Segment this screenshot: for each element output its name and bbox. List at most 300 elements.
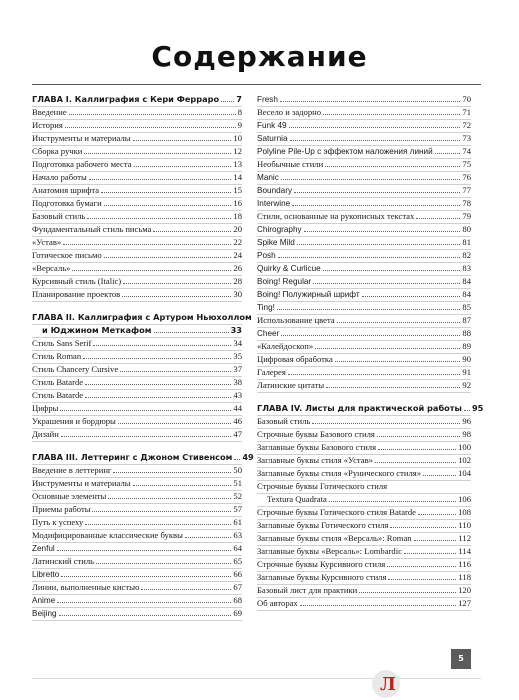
toc-entry — [32, 224, 242, 237]
toc-page-number: 14 — [233, 172, 242, 182]
toc-page-number: 84 — [462, 289, 471, 299]
toc-entry-title: Стиль Batarde — [32, 390, 84, 400]
toc-entry — [32, 364, 242, 377]
toc-entry-title: Funk 49 — [257, 121, 287, 130]
toc-entry — [257, 494, 471, 507]
toc-page-number: 46 — [233, 416, 242, 426]
toc-page-number: 24 — [233, 250, 242, 260]
toc-page-number: 120 — [458, 585, 471, 595]
toc-entry-title: Модифицированные классические буквы — [32, 530, 183, 540]
toc-entry-title: Anime — [32, 596, 56, 605]
toc-page-number: 34 — [233, 338, 242, 348]
toc-page-number: 13 — [233, 159, 242, 169]
toc-page-number: 89 — [462, 341, 471, 351]
toc-page-number: 50 — [233, 465, 242, 475]
toc-chapter-entry — [32, 312, 252, 325]
toc-page-number: 64 — [233, 543, 242, 553]
toc-entry-title: Дизайн — [32, 429, 59, 439]
toc-entry-title: Подготовка бумаги — [32, 198, 102, 208]
toc-entry-title: Chirography — [257, 225, 302, 234]
toc-page-number: 83 — [462, 263, 471, 273]
toc-page-number: 106 — [458, 494, 471, 504]
toc-entry — [257, 94, 471, 107]
toc-entry-title: Стиль Batarde — [32, 377, 84, 387]
toc-entry-title: «Калейдоскоп» — [257, 341, 314, 351]
toc-page-number: 8 — [237, 107, 242, 117]
toc-page-number: 81 — [462, 237, 471, 247]
toc-entry-title: и Юджином Меткафом — [42, 325, 152, 335]
toc-page-number: 82 — [462, 250, 471, 260]
toc-entry — [257, 120, 471, 133]
toc-entry-title: Приемы работы — [32, 504, 91, 514]
toc-page-number: 110 — [458, 520, 471, 530]
toc-page-number: 10 — [233, 133, 242, 143]
toc-entry — [257, 211, 471, 224]
bottom-divider — [32, 678, 481, 679]
toc-page-number: 76 — [462, 172, 471, 182]
dot-leader — [113, 465, 231, 473]
toc-page-number: 91 — [462, 367, 471, 377]
toc-page-number: 114 — [458, 546, 471, 556]
toc-entry-title: Polyline Pile-Up с эффектом наложения линий — [257, 147, 433, 156]
toc-entry-title: Ting! — [257, 303, 275, 312]
toc-entry-title: Курсивный стиль (Italic) — [32, 276, 122, 286]
toc-entry-title: Начало работы — [32, 172, 87, 182]
toc-entry — [257, 198, 471, 211]
dot-leader — [59, 608, 232, 616]
toc-entry — [32, 276, 242, 289]
toc-entry — [257, 354, 471, 367]
toc-page-number: 65 — [233, 556, 242, 566]
dot-leader — [185, 530, 232, 538]
toc-entry-title: Стиль Chancery Cursive — [32, 364, 119, 374]
toc-entry — [257, 481, 471, 494]
dot-leader — [313, 276, 460, 284]
toc-entry-title: Цифровая обработка — [257, 354, 333, 364]
toc-entry-title: Введение в леттеринг — [32, 465, 112, 475]
toc-entry — [32, 595, 242, 608]
dot-leader — [57, 595, 231, 603]
toc-entry — [257, 468, 471, 481]
toc-page-number: 98 — [462, 429, 471, 439]
toc-entry-title: Галерея — [257, 367, 286, 377]
dot-leader — [280, 94, 460, 102]
toc-entry-title: Beijing — [32, 609, 57, 618]
toc-entry — [32, 237, 242, 250]
toc-chapter-entry — [32, 452, 254, 465]
toc-entry — [32, 543, 242, 556]
toc-entry-title: Введение — [32, 107, 67, 117]
toc-page-number: 66 — [233, 569, 242, 579]
toc-chapter-entry — [257, 403, 484, 416]
toc-entry-title: ГЛАВА III. Леттеринг с Джоном Стивенсом — [32, 452, 233, 462]
toc-page-number: 37 — [233, 364, 242, 374]
toc-page-number: 7 — [236, 94, 242, 104]
dot-leader — [65, 120, 236, 128]
toc-page-number: 92 — [462, 380, 471, 390]
dot-leader — [61, 429, 232, 437]
toc-page-number: 80 — [462, 224, 471, 234]
toc-page-number: 87 — [462, 315, 471, 325]
dot-leader — [104, 198, 232, 206]
toc-entry — [257, 146, 471, 159]
toc-entry-title: Boing! Полужирный шрифт — [257, 290, 360, 299]
dot-leader — [153, 224, 231, 232]
toc-entry-title: Использование цвета — [257, 315, 335, 325]
toc-entry-title: Interwine — [257, 199, 291, 208]
toc-entry-title: Заглавные буквы стиля «Рунического стиля» — [257, 468, 421, 478]
dot-leader — [325, 159, 460, 167]
toc-entry — [32, 416, 242, 429]
dot-leader — [435, 146, 461, 154]
toc-entry-title: Латинские цитаты — [257, 380, 325, 390]
dot-leader — [63, 237, 231, 245]
dot-leader — [414, 533, 457, 541]
toc-page-number: 118 — [458, 572, 471, 582]
toc-entry-title: Boundary — [257, 186, 293, 195]
dot-leader — [85, 377, 231, 385]
toc-entry — [257, 328, 471, 341]
dot-leader — [288, 367, 461, 375]
toc-entry-title: Цифры — [32, 403, 59, 413]
dot-leader — [72, 263, 231, 271]
toc-page-number: 108 — [458, 507, 471, 517]
toc-page-number: 100 — [458, 442, 471, 452]
toc-entry — [257, 416, 471, 429]
toc-entry-title: Украшения и бордюры — [32, 416, 116, 426]
toc-page-number: 57 — [233, 504, 242, 514]
toc-page-number: 20 — [233, 224, 242, 234]
dot-leader — [404, 546, 457, 554]
toc-entry — [32, 146, 242, 159]
dot-leader — [122, 289, 231, 297]
dot-leader — [323, 263, 461, 271]
toc-entry — [32, 351, 242, 364]
toc-entry — [32, 289, 242, 302]
dot-leader — [84, 146, 231, 154]
dot-leader — [418, 507, 456, 515]
dot-leader — [85, 517, 231, 525]
dot-leader — [61, 569, 231, 577]
toc-page-number: 72 — [462, 120, 471, 130]
toc-page-number: 68 — [233, 595, 242, 605]
dot-leader — [312, 416, 460, 424]
toc-entry-title: ГЛАВА IV. Листы для практической работы — [257, 403, 462, 413]
toc-entry — [32, 338, 242, 351]
toc-page-number: 15 — [233, 185, 242, 195]
toc-page-number: 116 — [458, 559, 471, 569]
toc-page-number: 85 — [462, 302, 471, 312]
toc-page-number: 78 — [462, 198, 471, 208]
dot-leader — [104, 250, 232, 258]
toc-entry-title: Manic — [257, 173, 279, 182]
toc-entry — [32, 465, 242, 478]
toc-entry — [32, 377, 242, 390]
toc-entry — [257, 224, 471, 237]
toc-entry — [257, 520, 471, 533]
toc-entry — [257, 250, 471, 263]
toc-page-number: 43 — [233, 390, 242, 400]
toc-entry-title: Инструменты и материалы — [32, 478, 131, 488]
toc-page-number: 71 — [462, 107, 471, 117]
toc-entry-title: Заглавные буквы Базового стиля — [257, 442, 377, 452]
toc-entry — [257, 585, 471, 598]
toc-entry — [257, 559, 471, 572]
toc-entry-title: Стили, основанные на рукописных текстах — [257, 211, 415, 221]
toc-page-number: 18 — [233, 211, 242, 221]
toc-entry — [257, 533, 471, 546]
toc-entry-title: Заглавные буквы стиля «Версаль»: Roman — [257, 533, 412, 543]
toc-entry — [257, 302, 471, 315]
toc-entry-title: Строчные буквы Готического стиля Batarde — [257, 507, 416, 517]
toc-entry — [32, 172, 242, 185]
toc-entry-title: Инструменты и материалы — [32, 133, 131, 143]
toc-entry-title: Заглавные буквы Готического стиля — [257, 520, 389, 530]
toc-entry-title: «Устав» — [32, 237, 62, 247]
toc-page-number: 30 — [233, 289, 242, 299]
dot-leader — [326, 380, 460, 388]
dot-leader — [281, 328, 460, 336]
toc-entry-title: Boing! Regular — [257, 277, 312, 286]
toc-entry-title: Планирование проектов — [32, 289, 121, 299]
dot-leader — [359, 585, 456, 593]
page-number: 5 — [451, 649, 471, 669]
toc-entry-title: Стиль Sans Serif — [32, 338, 92, 348]
toc-entry-title: Путь к успеху — [32, 517, 84, 527]
dot-leader — [134, 159, 232, 167]
toc-page-number: 69 — [233, 608, 242, 618]
toc-page-number: 75 — [462, 159, 471, 169]
dot-leader — [375, 455, 456, 463]
dot-leader — [289, 120, 461, 128]
dot-leader — [300, 598, 456, 606]
dot-leader — [234, 452, 240, 460]
toc-entry-title: Линии, выполненные кистью — [32, 582, 140, 592]
dot-leader — [85, 390, 231, 398]
toc-entry — [32, 569, 242, 582]
toc-page-number: 88 — [462, 328, 471, 338]
toc-entry — [257, 172, 471, 185]
toc-entry — [32, 211, 242, 224]
dot-leader — [83, 351, 231, 359]
dot-leader — [292, 198, 460, 206]
toc-page-number: 96 — [462, 416, 471, 426]
toc-entry-title: Posh — [257, 251, 276, 260]
toc-entry — [32, 263, 242, 276]
toc-entry — [32, 120, 242, 133]
toc-page-number: 63 — [233, 530, 242, 540]
toc-column-left — [32, 94, 254, 621]
toc-entry — [257, 442, 471, 455]
toc-chapter-entry — [32, 94, 242, 107]
dot-leader — [362, 289, 461, 297]
toc-entry-title: Стиль Roman — [32, 351, 82, 361]
toc-entry — [257, 367, 471, 380]
toc-entry-title: Zenful — [32, 544, 55, 553]
dot-leader — [89, 172, 232, 180]
toc-entry — [32, 582, 242, 595]
toc-entry-title: История — [32, 120, 63, 130]
toc-entry — [257, 341, 471, 354]
dot-leader — [387, 559, 456, 567]
dot-leader — [377, 429, 461, 437]
dot-leader — [141, 582, 231, 590]
dot-leader — [60, 403, 231, 411]
toc-entry — [257, 546, 471, 559]
toc-chapter-entry — [32, 325, 242, 338]
page-title: Содержание — [151, 40, 368, 73]
toc-entry — [257, 598, 471, 611]
toc-entry — [32, 478, 242, 491]
toc-entry — [32, 517, 242, 530]
toc-page-number: 52 — [233, 491, 242, 501]
toc-page-number: 79 — [462, 211, 471, 221]
toc-entry-title: Базовый стиль — [257, 416, 311, 426]
toc-page-number: 44 — [233, 403, 242, 413]
dot-leader — [120, 364, 231, 372]
toc-page-number: 84 — [462, 276, 471, 286]
toc-page-number: 70 — [462, 94, 471, 104]
dot-leader — [57, 543, 232, 551]
dot-leader — [294, 185, 460, 193]
toc-entry-title: Подготовка рабочего места — [32, 159, 132, 169]
dot-leader — [297, 237, 461, 245]
toc-page-number: 127 — [458, 598, 471, 608]
toc-entry — [32, 429, 242, 442]
dot-leader — [221, 94, 234, 102]
toc-entry-title: Fresh — [257, 95, 278, 104]
toc-entry-title: Сборка ручки — [32, 146, 83, 156]
toc-entry — [32, 403, 242, 416]
toc-entry — [257, 107, 471, 120]
toc-entry — [257, 429, 471, 442]
toc-entry-title: ГЛАВА I. Каллиграфия с Кери Ферраро — [32, 94, 220, 104]
toc-page-number: 9 — [237, 120, 242, 130]
dot-leader — [123, 276, 231, 284]
dot-leader — [69, 107, 236, 115]
toc-entry — [257, 185, 471, 198]
toc-entry — [32, 250, 242, 263]
toc-entry — [32, 390, 242, 403]
dot-leader — [108, 491, 231, 499]
toc-page-number: 67 — [233, 582, 242, 592]
toc-page-number: 51 — [233, 478, 242, 488]
dot-leader — [323, 107, 460, 115]
toc-entry-title: Основные элементы — [32, 491, 107, 501]
toc-entry — [32, 185, 242, 198]
toc-entry-title: Строчные буквы Курсивного стиля — [257, 559, 386, 569]
toc-entry-title: Строчные буквы Базового стиля — [257, 429, 375, 439]
toc-entry — [257, 507, 471, 520]
toc-page-number: 74 — [462, 146, 471, 156]
toc-entry-title: Базовый стиль — [32, 211, 86, 221]
toc-entry — [32, 159, 242, 172]
toc-entry — [32, 608, 242, 621]
toc-page-number: 102 — [458, 455, 471, 465]
dot-leader — [92, 504, 231, 512]
dot-leader — [304, 224, 461, 232]
dot-leader — [337, 315, 461, 323]
toc-entry-title: Quirky & Curlicue — [257, 264, 321, 273]
toc-entry — [257, 133, 471, 146]
toc-page-number: 104 — [458, 468, 471, 478]
toc-entry-title: Строчные буквы Готического стиля — [257, 481, 388, 491]
toc-entry — [257, 380, 471, 393]
toc-page-number: 35 — [233, 351, 242, 361]
toc-page-number: 73 — [462, 133, 471, 143]
dot-leader — [277, 302, 461, 310]
toc-entry-title: Готическое письмо — [32, 250, 102, 260]
toc-entry — [257, 315, 471, 328]
dot-leader — [278, 250, 461, 258]
toc-page-number: 16 — [233, 198, 242, 208]
toc-entry-title: Cheer — [257, 329, 280, 338]
toc-entry-title: Textura Quadrata — [267, 494, 327, 504]
toc-page-number: 33 — [230, 325, 242, 335]
dot-leader — [388, 572, 456, 580]
toc-entry-title: Анатомия шрифта — [32, 185, 100, 195]
dot-leader — [118, 416, 232, 424]
toc-page-number: 22 — [233, 237, 242, 247]
toc-page-number: 61 — [233, 517, 242, 527]
dot-leader — [290, 133, 461, 141]
toc-entry-title: Spike Mild — [257, 238, 295, 247]
toc-entry — [32, 107, 242, 120]
dot-leader — [390, 520, 456, 528]
toc-entry — [257, 455, 471, 468]
toc-page-number: 38 — [233, 377, 242, 387]
toc-page-number: 95 — [471, 403, 484, 413]
toc-page-number: 26 — [233, 263, 242, 273]
toc-entry — [32, 133, 242, 146]
toc-entry-title: ГЛАВА II. Каллиграфия с Артуром Ньюхоллом — [32, 312, 252, 322]
toc-entry — [32, 198, 242, 211]
toc-entry — [257, 237, 471, 250]
dot-leader — [423, 468, 456, 476]
dot-leader — [315, 341, 460, 349]
dot-leader — [96, 556, 231, 564]
toc-entry-title: Об авторах — [257, 598, 298, 608]
dot-leader — [87, 211, 231, 219]
dot-leader — [93, 338, 231, 346]
toc-entry-title: Заглавные буквы стиля «Устав» — [257, 455, 373, 465]
toc-entry — [257, 263, 471, 276]
toc-entry-title: Заглавные буквы Курсивного стиля — [257, 572, 387, 582]
section-gap — [32, 442, 242, 452]
toc-page-number: 47 — [233, 429, 242, 439]
toc-entry — [257, 159, 471, 172]
toc-entry — [257, 289, 471, 302]
section-gap — [32, 302, 242, 312]
toc-entry-title: Базовый лист для практики — [257, 585, 358, 595]
toc-entry — [32, 530, 242, 543]
toc-entry — [32, 504, 242, 517]
dot-leader — [416, 211, 460, 219]
dot-leader — [329, 494, 456, 502]
toc-page-number: 112 — [458, 533, 471, 543]
section-gap — [257, 393, 471, 403]
dot-leader — [154, 325, 229, 333]
title-rule — [32, 84, 481, 85]
toc-entry-title: Латинский стиль — [32, 556, 95, 566]
toc-page-number: 28 — [233, 276, 242, 286]
dot-leader — [335, 354, 461, 362]
toc-entry-title: «Версаль» — [32, 263, 71, 273]
toc-page-number: 77 — [462, 185, 471, 195]
dot-leader — [464, 403, 470, 411]
dot-leader — [133, 478, 232, 486]
dot-leader — [133, 133, 232, 141]
